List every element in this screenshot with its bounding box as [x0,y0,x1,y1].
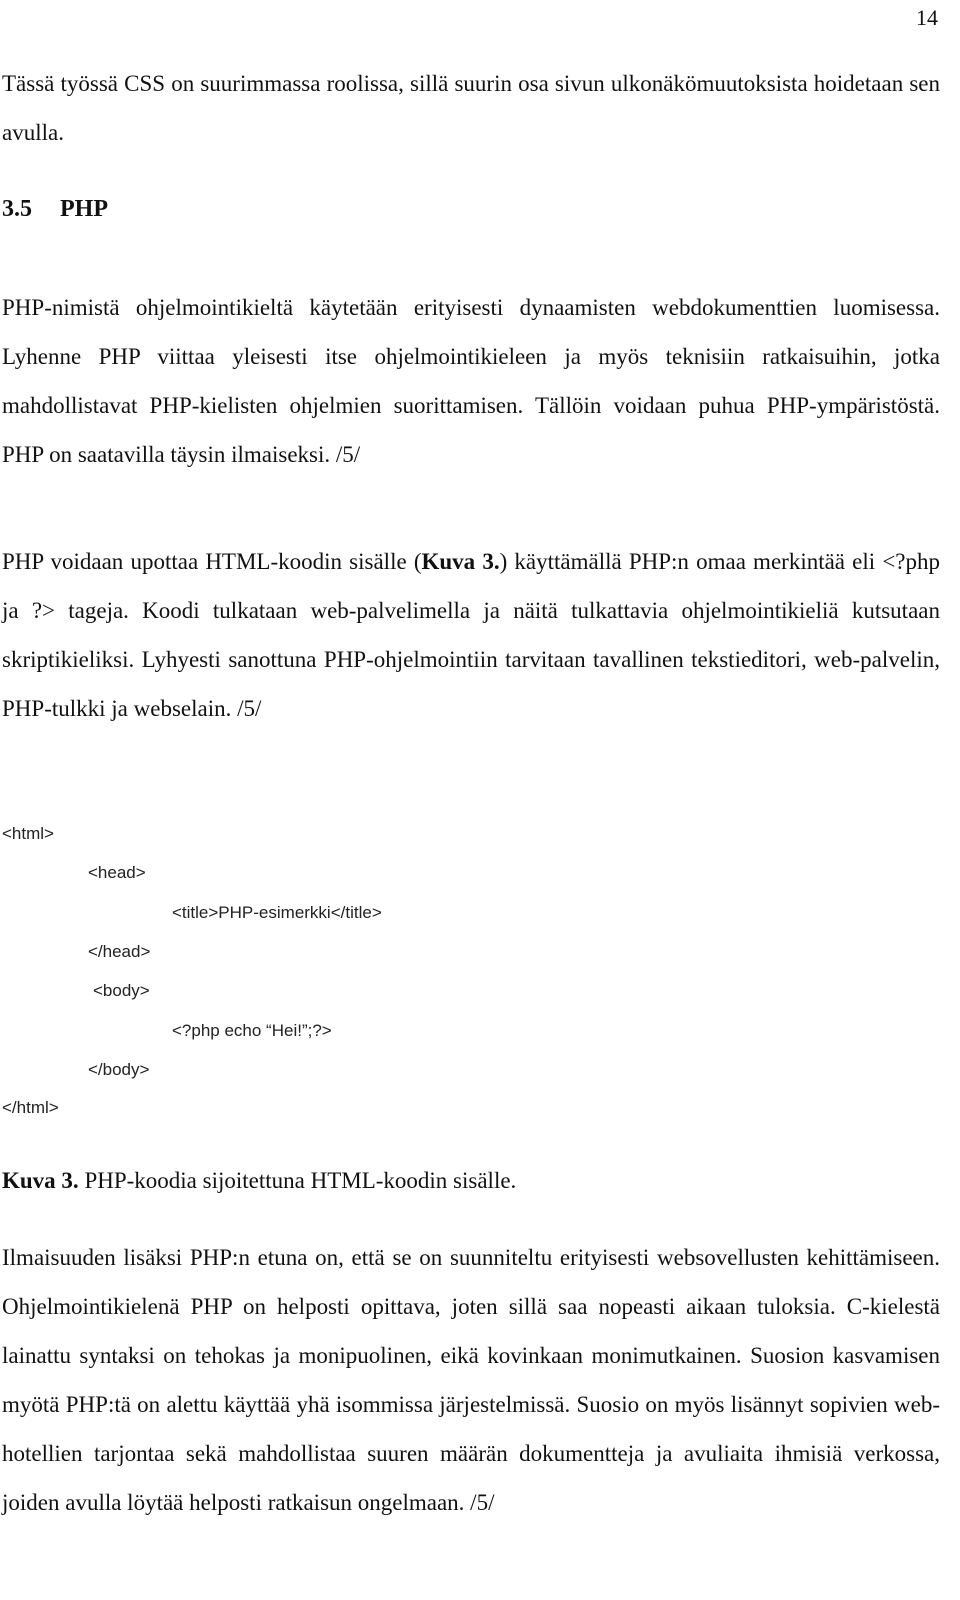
section-heading [2,185,108,234]
paragraph-php-benefits: Ilmaisuuden lisäksi PHP:n etuna on, että se on suunniteltu erityisesti websovellusten kehittämiseen. Ohjelmointikielenä PHP on helposti opittava, joten sillä saa nopeasti aikaan tuloksia. C-kielestä lainattu syntaksi on tehokas ja monipuolinen, eikä kovinkaan monimutkainen. Suosion kasvamisen myötä PHP:tä on alettu käyttää yhä isommissa järjestelmissä. Suosio on myös lisännyt sopivien web-hotellien tarjontaa sekä mahdollistaa suuren määrän dokumentteja ja avuliaita ihmisiä verkossa, joiden avulla löytää helposti ratkaisun ongelmaan. /5/ [2,1245,940,1515]
page-number: 14 [916,5,938,30]
code-line-head-open: <head> [88,863,146,882]
paragraph-php-embedding [2,537,940,733]
paragraph-css-role: Tässä työssä CSS on suurimmassa roolissa, sillä suurin osa sivun ulkonäkömuutoksista hoidetaan sen avulla. [2,71,940,145]
code-line-title: <title>PHP-esimerkki</title> [172,903,382,922]
code-line-html-close: </html> [2,1098,59,1117]
code-line-body-open: <body> [93,981,150,1000]
paragraph-php-embedding-start: PHP voidaan upottaa HTML-koodin sisälle ( [2,549,422,574]
figure-label: Kuva 3. [2,1168,79,1193]
code-line-html-open: <html> [2,824,54,843]
section-number: 3.5 [2,196,32,222]
paragraph-php-intro: PHP-nimistä ohjelmointikieltä käytetään erityisesti dynaamisten webdokumenttien luomisessa. Lyhenne PHP viittaa yleisesti itse ohjelmointikieleen ja myös teknisiin ratkaisuihin, jotka mahdollistavat PHP-kielisten ohjelmien suorittamisen. Tällöin voidaan puhua PHP-ympäristöstä. PHP on saatavilla täysin ilmaiseksi. /5/ [2,295,940,467]
code-line-php-echo: <?php echo “Hei!”;?> [172,1021,332,1040]
section-title: PHP [60,196,108,222]
code-line-head-close: </head> [88,942,151,961]
paragraph-php-embedding-rest: ) käyttämällä PHP:n omaa merkintää eli <?php ja ?> tageja. Koodi tulkataan web-palvelimella ja näitä tulkattavia ohjelmointikieliä kutsutaan skriptikieliksi. Lyhyesti sanottuna PHP-ohjelmointiin tarvitaan tavallinen tekstieditori, web-palvelin, PHP-tulkki ja webselain. /5/ [2,549,940,721]
code-line-body-close: </body> [88,1060,150,1079]
figure-reference: Kuva 3. [421,549,500,574]
figure-caption-text: PHP-koodia sijoitettuna HTML-koodin sisälle. [78,1168,517,1193]
figure-caption [2,1161,516,1201]
